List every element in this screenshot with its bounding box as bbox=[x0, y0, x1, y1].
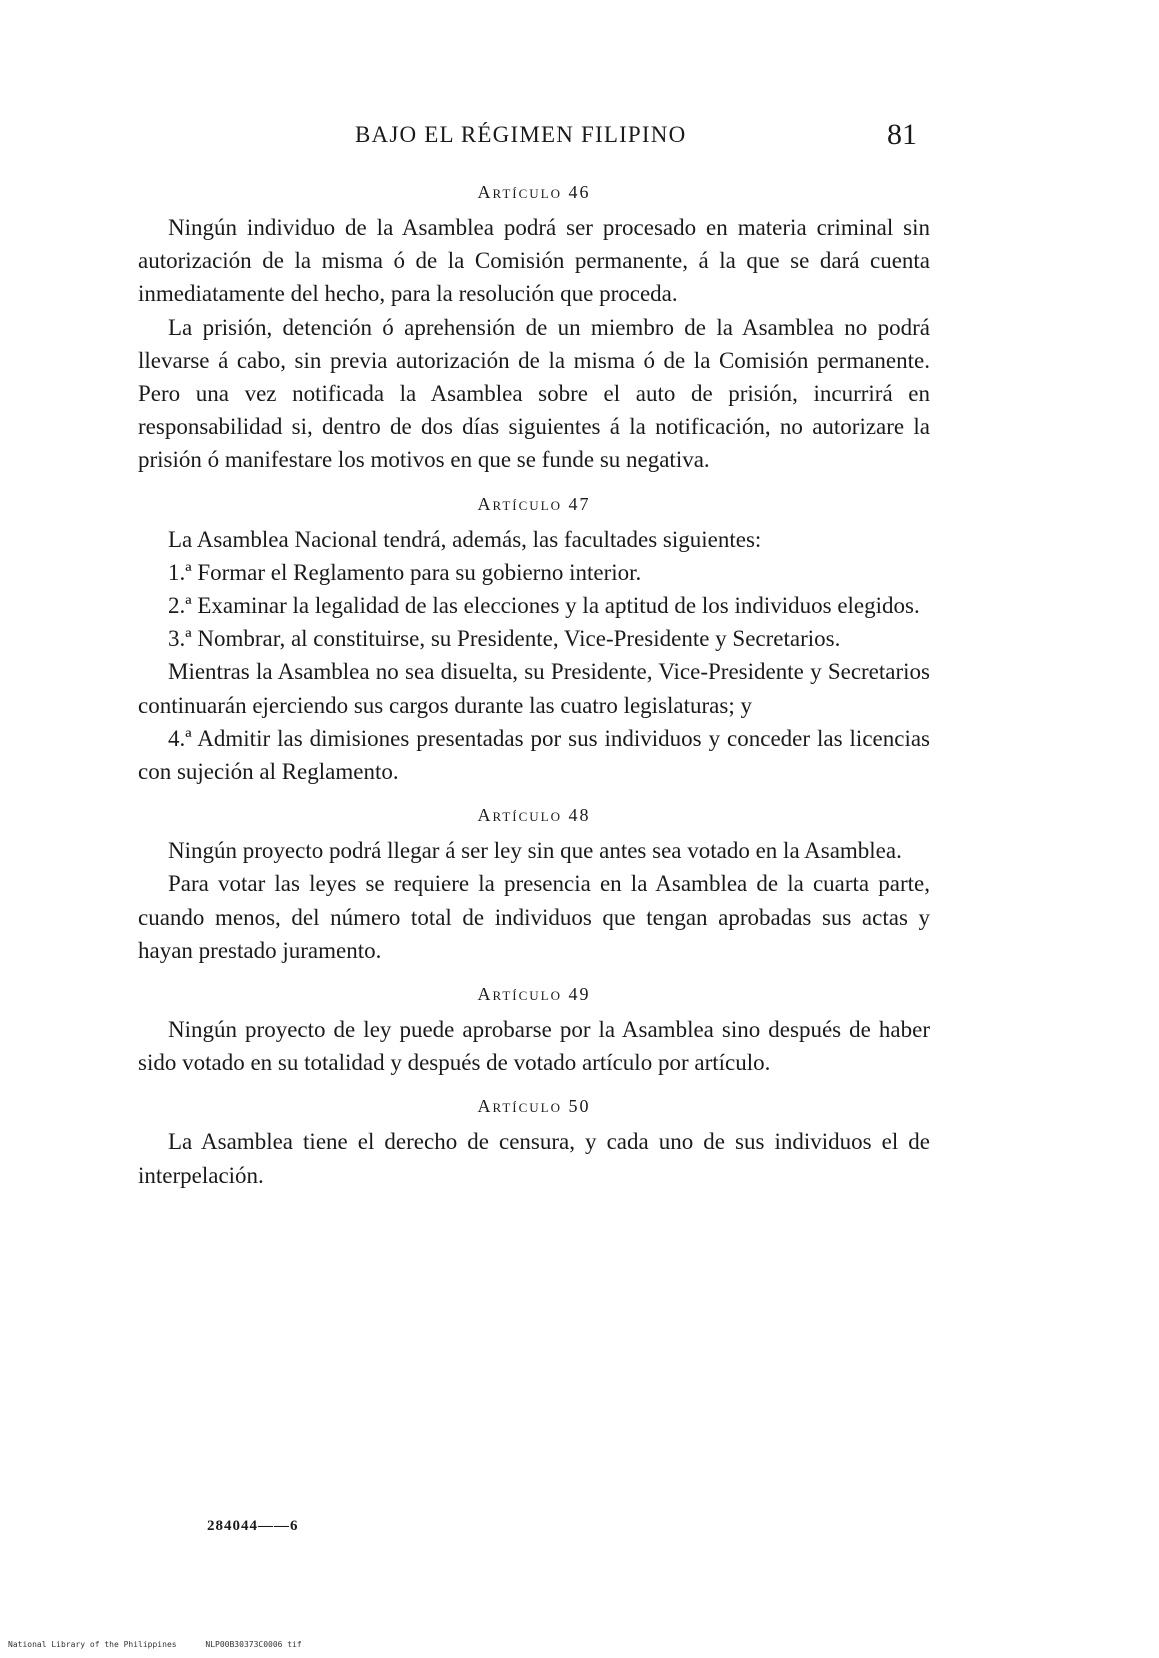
paragraph: Para votar las leyes se requiere la presencia en la Asamblea de la cuarta parte, cuando menos, del número total de individuos que tengan aprobadas sus actas y hayan prestado juramento. bbox=[138, 871, 930, 963]
body-text bbox=[138, 175, 930, 1202]
paragraph: 4.ª Admitir las dimisiones presentadas por sus individuos y conceder las licencias con sujeción al Reglamento. bbox=[138, 725, 930, 785]
paragraph: Mientras la Asamblea no sea disuelta, su Presidente, Vice-Presidente y Secretarios continuarán ejerciendo sus cargos durante las cuatro legislaturas; y bbox=[138, 659, 930, 718]
printer-signature-mark: 284044——6 bbox=[207, 1518, 299, 1534]
scan-footer bbox=[8, 1640, 326, 1649]
scan-code: NLP00B30373C0006 tif bbox=[205, 1640, 302, 1649]
library-credit: National Library of the Philippines bbox=[8, 1640, 177, 1649]
running-head bbox=[0, 118, 1159, 158]
paragraph: La Asamblea Nacional tendrá, además, las facultades siguientes: bbox=[168, 526, 762, 552]
paragraph: 3.ª Nombrar, al constituirse, su Presidente, Vice-Presidente y Secretarios. bbox=[168, 626, 841, 652]
article-heading: Artículo 46 bbox=[477, 182, 591, 202]
article-47 bbox=[138, 487, 930, 789]
article-heading: Artículo 48 bbox=[477, 805, 591, 826]
running-title: BAJO EL RÉGIMEN FILIPINO bbox=[355, 122, 687, 147]
article-48 bbox=[138, 798, 930, 967]
article-46 bbox=[138, 175, 930, 477]
article-heading: Artículo 49 bbox=[477, 984, 591, 1005]
article-heading: Artículo 47 bbox=[477, 493, 591, 514]
article-49 bbox=[138, 977, 930, 1079]
paragraph: 1.ª Formar el Reglamento para su gobierno interior. bbox=[168, 559, 642, 585]
paragraph: La prisión, detención ó aprehensión de un miembro de la Asamblea no podrá llevarse á cabo, sin previa autorización de la misma ó de la Comisión permanente. Pero una vez notificada la Asamblea sobre el auto de prisión, incurrirá en responsabilidad si, dentro de dos días siguientes á la notificación, no autorizare la prisión ó manifestare los motivos en que se funde su negativa. bbox=[138, 314, 930, 473]
article-50 bbox=[138, 1089, 930, 1191]
paragraph: 2.ª Examinar la legalidad de las elecciones y la aptitud de los individuos elegidos. bbox=[168, 593, 920, 619]
paragraph: Ningún proyecto podrá llegar á ser ley sin que antes sea votado en la Asamblea. bbox=[168, 838, 902, 864]
page-number: 81 bbox=[887, 118, 917, 151]
paragraph: Ningún individuo de la Asamblea podrá ser procesado en materia criminal sin autorización de la misma ó de la Comisión permanente, á la que se dará cuenta inmediatamente del hecho, para la resolución que proceda. bbox=[138, 215, 930, 307]
article-heading: Artículo 50 bbox=[477, 1096, 591, 1117]
paragraph: La Asamblea tiene el derecho de censura, y cada uno de sus individuos el de interpelación. bbox=[138, 1129, 930, 1188]
paragraph: Ningún proyecto de ley puede aprobarse por la Asamblea sino después de haber sido votado en su totalidad y después de votado artículo por artículo. bbox=[138, 1017, 930, 1076]
